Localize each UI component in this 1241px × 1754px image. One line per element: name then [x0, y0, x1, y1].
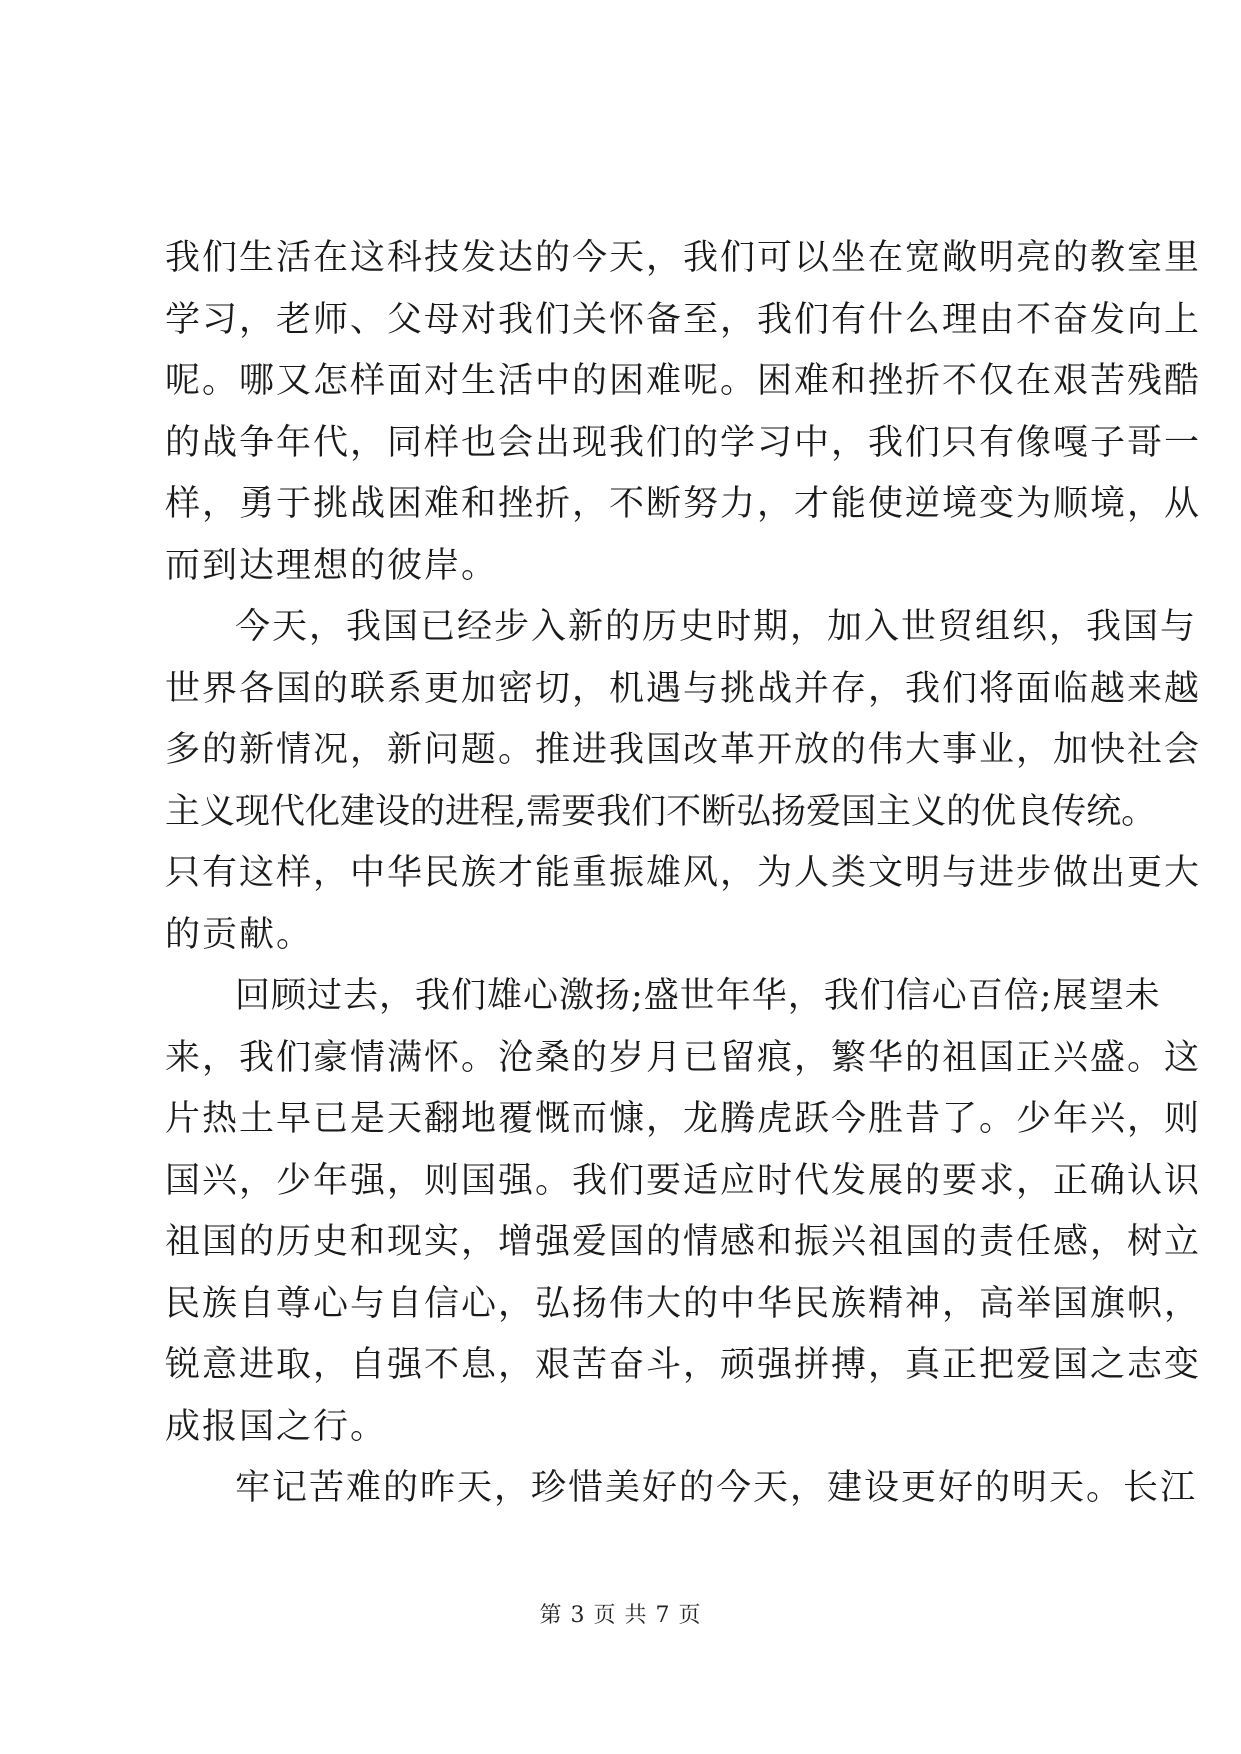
text-line: 样，勇于挑战困难和挫折，不断努力，才能使逆境变为顺境，从 [165, 484, 1202, 524]
text-line: 而到达理想的彼岸。 [165, 545, 499, 586]
text-line: 的战争年代，同样也会出现我们的学习中，我们只有像嘎子哥一 [165, 422, 1202, 463]
paragraph-first-line: 回顾过去，我们雄心激扬;盛世年华，我们信心百倍;展望未 [235, 976, 1161, 1016]
paragraph-first-line: 今天，我国已经步入新的历史时期，加入世贸组织，我国与 [235, 607, 1198, 647]
paragraph-first-line: 牢记苦难的昨天，珍惜美好的今天，建设更好的明天。长江 [235, 1468, 1198, 1508]
text-line: 呢。哪又怎样面对生活中的困难呢。困难和挫折不仅在艰苦残酷 [165, 361, 1202, 401]
text-line: 主义现代化建设的进程,需要我们不断弘扬爱国主义的优良传统。 [165, 791, 1157, 832]
body-text [165, 228, 1202, 1520]
text-line: 世界各国的联系更加密切，机遇与挑战并存，我们将面临越来越 [165, 668, 1202, 709]
text-line: 我们生活在这科技发达的今天，我们可以坐在宽敞明亮的教室里 [165, 238, 1202, 278]
text-line: 多的新情况，新问题。推进我国改革开放的伟大事业，加快社会 [165, 730, 1202, 770]
text-line: 只有这样，中华民族才能重振雄风，为人类文明与进步做出更大 [165, 853, 1202, 893]
page-number-footer: 第 3 页 共 7 页 [539, 1603, 702, 1628]
text-line: 学习，老师、父母对我们关怀备至，我们有什么理由不奋发向上 [165, 299, 1202, 340]
text-line: 国兴，少年强，则国强。我们要适应时代发展的要求，正确认识 [165, 1160, 1202, 1201]
text-line: 来，我们豪情满怀。沧桑的岁月已留痕，繁华的祖国正兴盛。这 [165, 1037, 1202, 1078]
text-line: 锐意进取，自强不息，艰苦奋斗，顽强拼搏，真正把爱国之志变 [165, 1345, 1202, 1385]
text-line: 的贡献。 [165, 914, 314, 955]
text-line: 民族自尊心与自信心，弘扬伟大的中华民族精神，高举国旗帜， [165, 1283, 1202, 1324]
text-line: 祖国的历史和现实，增强爱国的情感和振兴祖国的责任感，树立 [165, 1222, 1202, 1262]
text-line: 片热土早已是天翻地覆慨而慷，龙腾虎跃今胜昔了。少年兴，则 [165, 1099, 1202, 1139]
text-line: 成报国之行。 [165, 1406, 388, 1447]
